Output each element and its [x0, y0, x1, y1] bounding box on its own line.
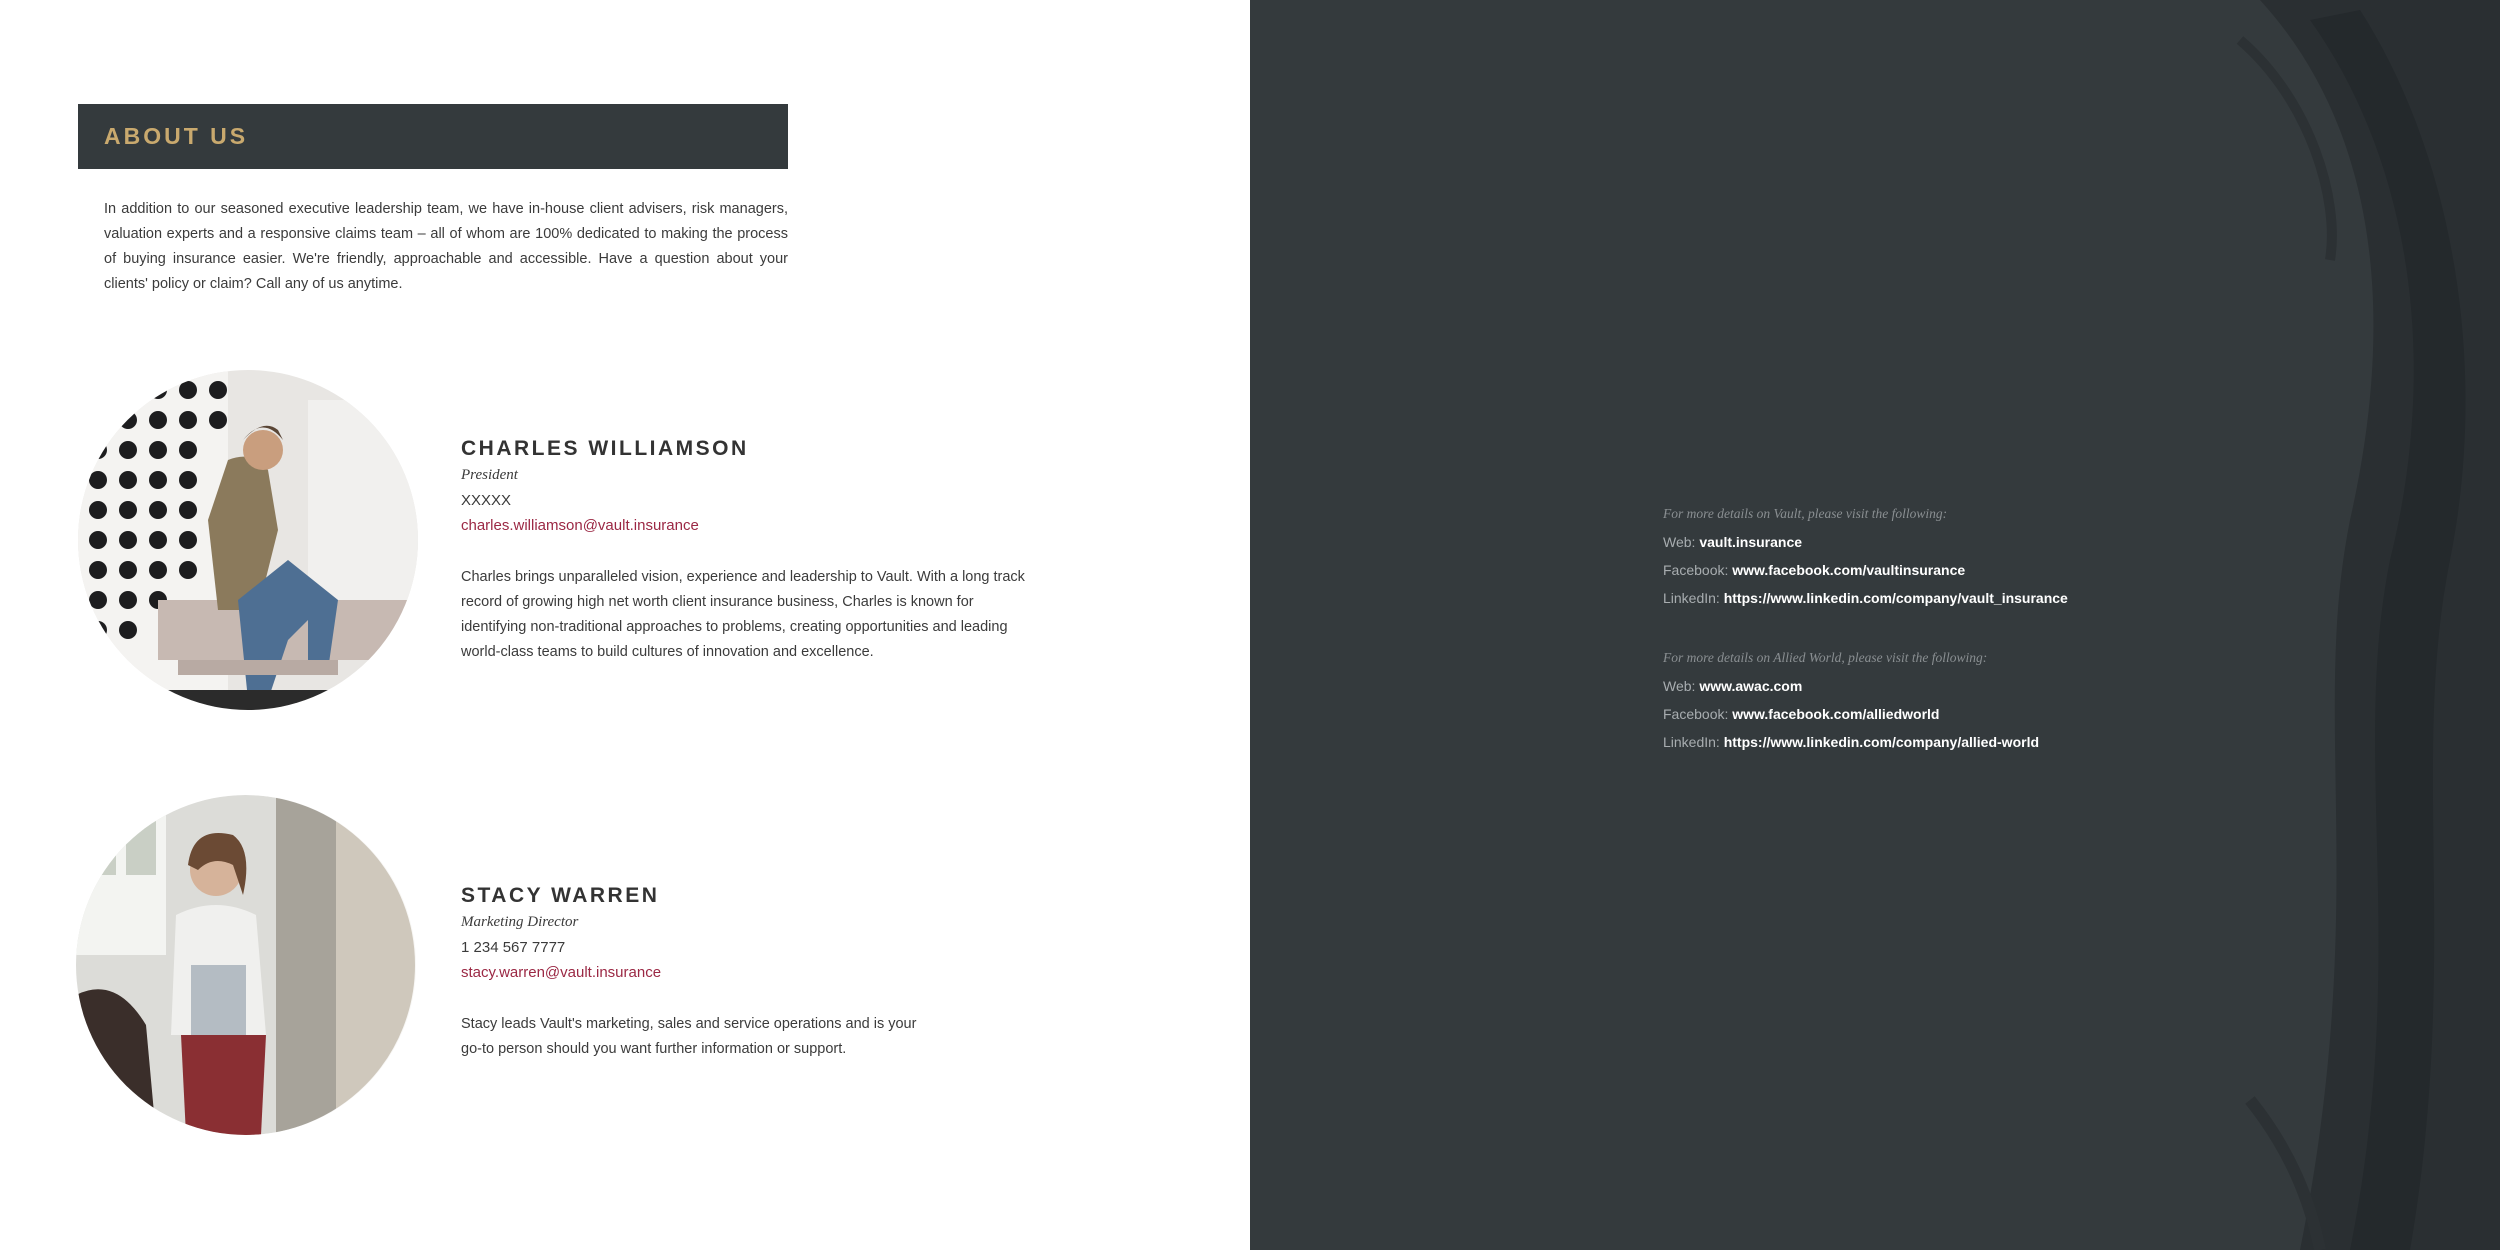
- link-label: LinkedIn:: [1663, 590, 1720, 606]
- charles-photo-ring: [68, 364, 424, 720]
- vault-facebook-row: [1663, 556, 2263, 584]
- allied-web-link[interactable]: www.awac.com: [1699, 678, 1803, 694]
- person-title: President: [461, 467, 518, 483]
- contact-links: [1663, 500, 2263, 756]
- person-phone: 1 234 567 7777: [461, 939, 566, 956]
- person-title: Marketing Director: [461, 914, 579, 930]
- link-label: Web:: [1663, 678, 1696, 694]
- person-name: STACY WARREN: [461, 884, 660, 907]
- vault-web-link[interactable]: vault.insurance: [1699, 534, 1803, 550]
- vault-links-intro: For more details on Vault, please visit the following:: [1663, 506, 1948, 521]
- vault-linkedin-link[interactable]: https://www.linkedin.com/company/vault_insurance: [1723, 590, 2068, 606]
- vault-web-row: [1663, 528, 2263, 556]
- person-email-link[interactable]: stacy.warren@vault.insurance: [461, 964, 662, 981]
- person-email-link[interactable]: charles.williamson@vault.insurance: [461, 517, 699, 534]
- allied-facebook-link[interactable]: www.facebook.com/alliedworld: [1732, 706, 1940, 722]
- person-bio: Charles brings unparalleled vision, experience and leadership to Vault. With a long track record of growing high net worth client insurance business, Charles is known for identifying non-traditional approaches to problems, creating opportunities and leading world-class teams to build cultures of innovation and excellence.: [461, 569, 1025, 660]
- links-spacer: [1663, 612, 2263, 644]
- link-label: LinkedIn:: [1663, 734, 1720, 750]
- link-label: Web:: [1663, 534, 1696, 550]
- person-name: CHARLES WILLIAMSON: [461, 437, 749, 460]
- allied-links-intro: For more details on Allied World, please visit the following:: [1663, 650, 1988, 665]
- right-page: [1250, 0, 2500, 1250]
- about-banner: [78, 104, 788, 169]
- allied-web-row: [1663, 672, 2263, 700]
- person-phone: XXXXX: [461, 492, 512, 509]
- link-label: Facebook:: [1663, 562, 1729, 578]
- person-bio: Stacy leads Vault's marketing, sales and service operations and is your go-to person should you want further information or support.: [461, 1016, 917, 1057]
- allied-linkedin-link[interactable]: https://www.linkedin.com/company/allied-world: [1723, 734, 2040, 750]
- vault-linkedin-row: [1663, 584, 2263, 612]
- vault-facebook-link[interactable]: www.facebook.com/vaultinsurance: [1732, 562, 1966, 578]
- about-title: ABOUT US: [104, 123, 249, 149]
- stacy-photo-ring: [72, 792, 418, 1138]
- about-text: In addition to our seasoned executive leadership team, we have in-house client advisers, risk managers, valuation experts and a responsive claims team – all of whom are 100% dedicated to making the process of buying insurance easier. We're friendly, approachable and accessible. Have a question about your clients' policy or claim? Call any of us anytime.: [104, 201, 788, 292]
- allied-facebook-row: [1663, 700, 2263, 728]
- link-label: Facebook:: [1663, 706, 1729, 722]
- allied-linkedin-row: [1663, 728, 2263, 756]
